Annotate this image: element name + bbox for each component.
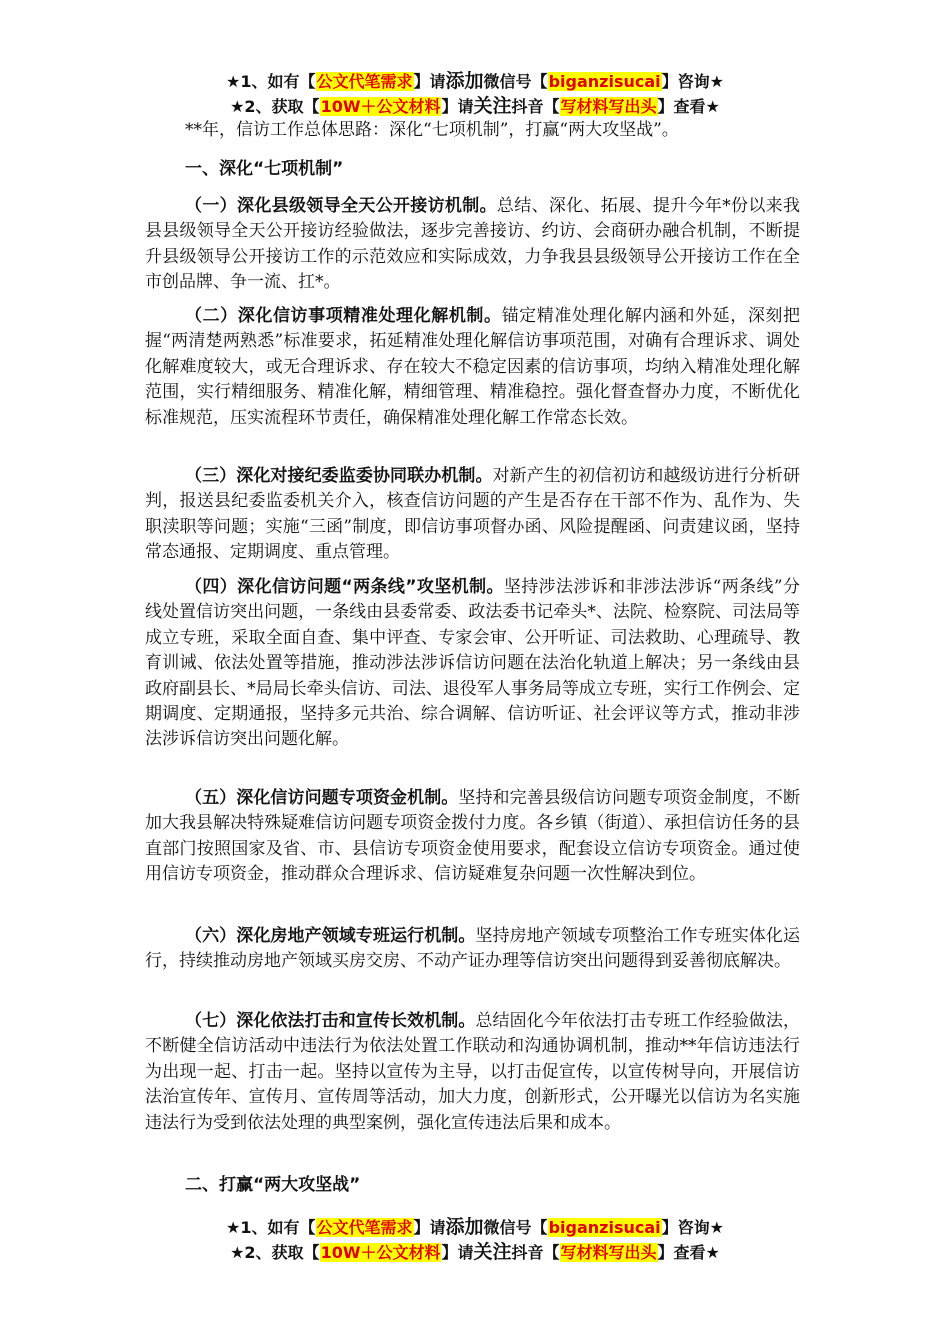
- paragraph-title: （三）深化对接纪委监委协同联办机制。: [185, 466, 493, 486]
- paragraph-body: 坚持涉法涉诉和非涉法涉诉“两条线”分线处置信访突出问题，一条线由县委常委、政法委书记牵头*、法院、检察院、司法局等成立专班，采取全面自查、集中评查、专家会审、公开听证、司法救助、心理疏导、教育训诫、依法处置等措施，推动涉法涉诉信访问题在法治化轨道上解决；另一条线由县政府副县长、*局局长牵头信访、司法、退役军人事务局等成立专班，实行工作例会、定期调度、定期通报，坚持多元共治、综合调解、信访听证、社会评议等方式，推动非涉法涉诉信访突出问题化解。: [145, 577, 800, 750]
- paragraph-body: 坚持房地产领域专项整治工作专班实体化运行，持续推动房地产领域买房交房、不动产证办理等信访突出问题得到妥善彻底解决。: [145, 926, 801, 972]
- paragraph-title: （六）深化房地产领域专班运行机制。: [185, 926, 476, 946]
- promo-emphasis: 关注: [473, 95, 512, 117]
- paragraph-6: [145, 924, 800, 975]
- section-heading-2: 二、打赢“两大攻坚战”: [185, 1175, 361, 1195]
- paragraph-body: 总结、深化、拓展、提升今年*份以来我县县级领导全天公开接访经验做法，逐步完善接访、约访、会商研办融合机制，不断提升县级领导公开接访工作的示范效应和实际成效，力争我县县级领导公开接访工作在全市创品牌、争一流、扛*。: [145, 196, 801, 293]
- paragraph-1: [145, 194, 800, 296]
- paragraph-title: （五）深化信访问题专项资金机制。: [185, 788, 459, 808]
- promo-text: 】咨询★: [661, 1218, 724, 1237]
- promo-highlight: 公文代笔需求: [316, 72, 413, 91]
- promo-highlight: biganzisucai: [548, 72, 661, 91]
- paragraph-title: （一）深化县级领导全天公开接访机制。: [185, 196, 497, 216]
- promo-text: 】查看★: [657, 1243, 720, 1262]
- promo-text: ★2、获取【: [230, 1243, 320, 1262]
- promo-emphasis: 添加: [445, 70, 484, 92]
- paragraph-body: 坚持和完善县级信访问题专项资金制度，不断加大我县解决特殊疑难信访问题专项资金拨付力度。各乡镇（街道）、承担信访任务的县直部门按照国家及省、市、县信访专项资金使用要求，配套设立信访专项资金。通过使用信访专项资金，推动群众合理诉求、信访疑难复杂问题一次性解决到位。: [145, 788, 801, 885]
- promo-line-2: [0, 95, 950, 118]
- promo-text: 】查看★: [657, 97, 720, 116]
- promo-emphasis: 关注: [473, 1241, 512, 1263]
- paragraph-2: [145, 304, 800, 431]
- promo-text: 】请: [413, 1218, 446, 1237]
- paragraph-title: （七）深化依法打击和宣传长效机制。: [185, 1011, 476, 1031]
- promo-highlight: 写材料写出头: [560, 1243, 657, 1262]
- paragraph-body: 锚定精准处理化解内涵和外延，深刻把握“两清楚两熟悉”标准要求，拓延精准处理化解信访事项范围，对确有合理诉求、调处化解难度较大，或无合理诉求、存在较大不稳定因素的信访事项，均纳入精准处理化解范围，实行精细服务、精准化解，精细管理、精准稳控。强化督查督办力度，不断优化标准规范，压实流程环节责任，确保精准处理化解工作常态长效。: [145, 306, 801, 428]
- promo-text: 微信号【: [483, 1218, 548, 1237]
- promo-line-1-bottom: [0, 1216, 950, 1239]
- paragraph-5: [145, 786, 800, 888]
- promo-text: 抖音【: [511, 97, 560, 116]
- paragraph-body: 对新产生的初信初访和越级访进行分析研判，报送县纪委监委机关介入，核查信访问题的产生是否存在干部不作为、乱作为、失职渎职等问题；实施“三函”制度，即信访事项督办函、风险提醒函、问责建议函，坚持常态通报、定期调度、重点管理。: [145, 466, 801, 563]
- promo-highlight: 10W＋公文材料: [320, 1243, 441, 1262]
- paragraph-title: （二）深化信访事项精准处理化解机制。: [185, 306, 502, 326]
- paragraph-title: （四）深化信访问题“两条线”攻坚机制。: [185, 577, 504, 597]
- section-heading-1: 一、深化“七项机制”: [185, 159, 344, 179]
- promo-emphasis: 添加: [445, 1216, 484, 1238]
- promo-highlight: 公文代笔需求: [316, 1218, 413, 1237]
- promo-text: 】请: [441, 97, 474, 116]
- paragraph-body: 总结固化今年依法打击专班工作经验做法，不断健全信访活动中违法行为依法处置工作联动和沟通协调机制，推动**年信访违法行为出现一起、打击一起。坚持以宣传为主导，以打击促宣传，以宣传树导向，开展信访法治宣传年、宣传月、宣传周等活动，加大力度，创新形式，公开曝光以信访为名实施违法行为受到依法处理的典型案例，强化宣传违法后果和成本。: [145, 1011, 801, 1133]
- promo-highlight: 写材料写出头: [560, 97, 657, 116]
- promo-text: ★1、如有【: [226, 72, 316, 91]
- promo-text: ★2、获取【: [230, 97, 320, 116]
- paragraph-7: [145, 1009, 800, 1136]
- intro-paragraph: **年，信访工作总体思路：深化“七项机制”，打赢“两大攻坚战”。: [185, 120, 679, 140]
- promo-text: 】咨询★: [661, 72, 724, 91]
- promo-highlight: biganzisucai: [548, 1218, 661, 1237]
- promo-line-2-bottom: [0, 1241, 950, 1264]
- promo-text: 】请: [413, 72, 446, 91]
- promo-highlight: 10W＋公文材料: [320, 97, 441, 116]
- promo-text: 】请: [441, 1243, 474, 1262]
- paragraph-4: [145, 575, 800, 753]
- promo-text: ★1、如有【: [226, 1218, 316, 1237]
- promo-text: 抖音【: [511, 1243, 560, 1262]
- promo-line-1: [0, 70, 950, 93]
- promo-text: 微信号【: [483, 72, 548, 91]
- paragraph-3: [145, 464, 800, 566]
